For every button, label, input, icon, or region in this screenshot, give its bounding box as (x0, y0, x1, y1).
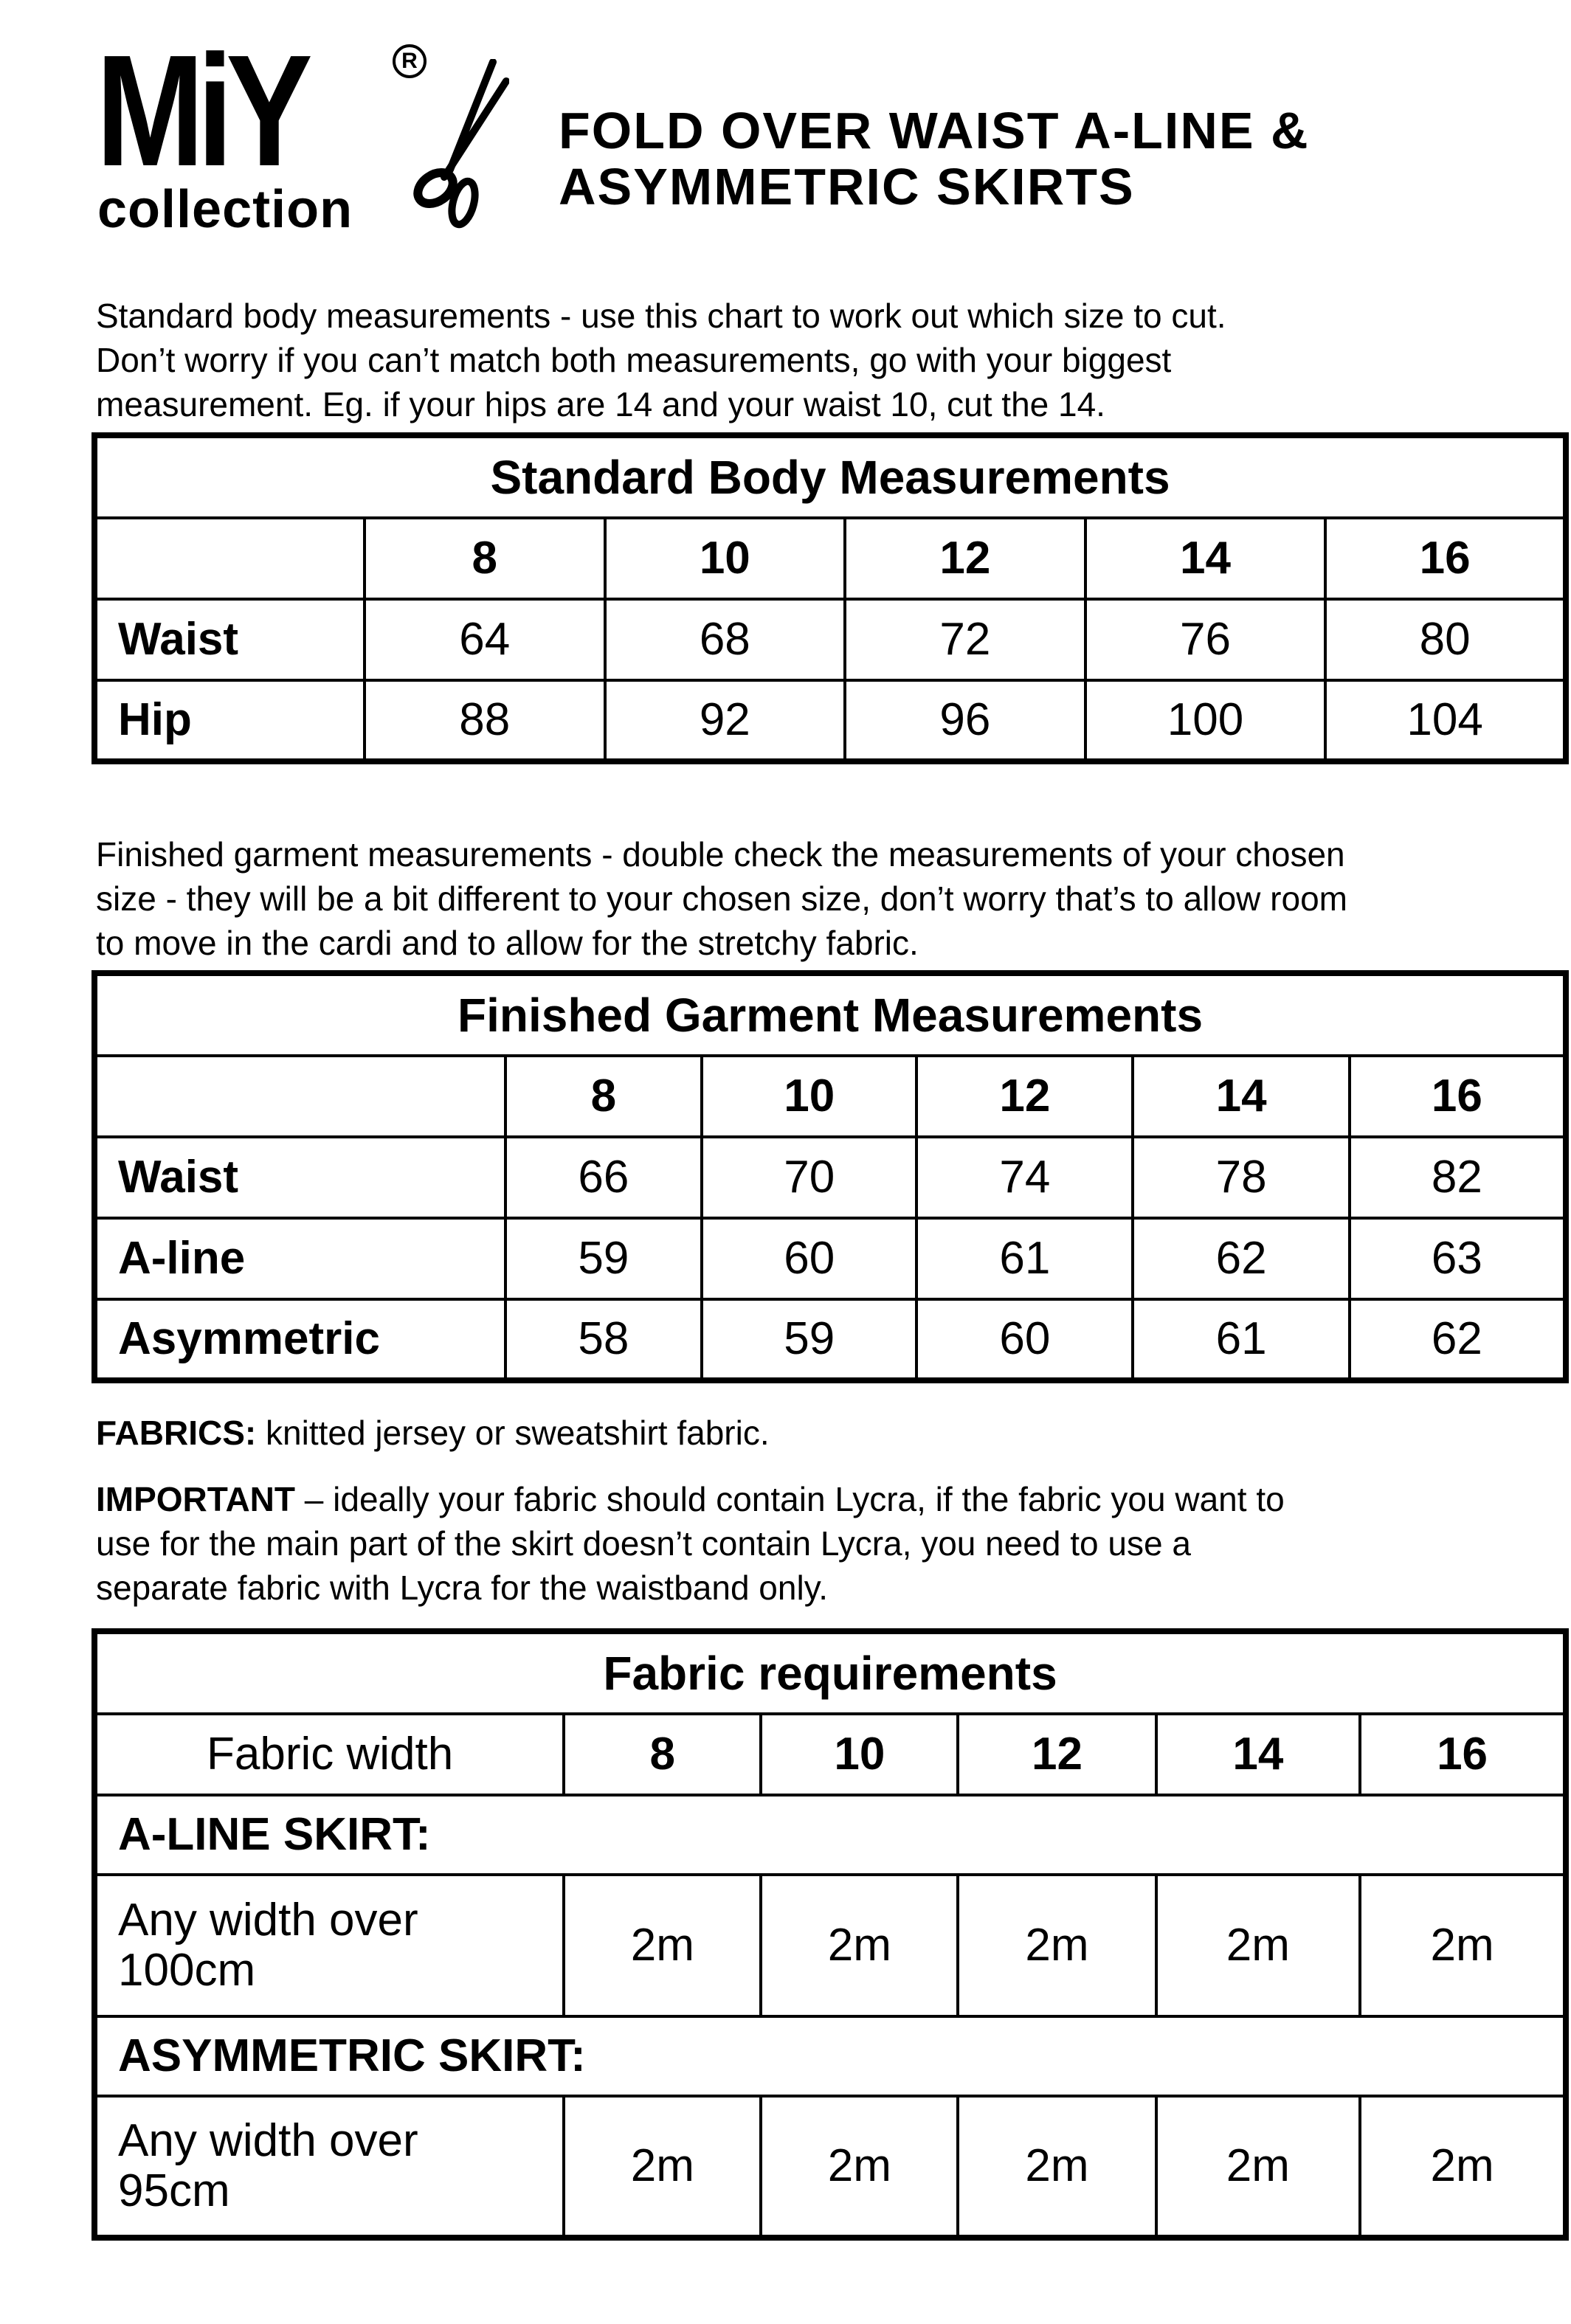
important-line: separate fabric with Lycra for the waistband only. (96, 1569, 829, 1607)
size-header: 10 (702, 1056, 916, 1137)
table-cell: 61 (916, 1218, 1133, 1299)
row-label-line: Any width over (118, 2114, 418, 2166)
size-header: 16 (1360, 1714, 1566, 1795)
row-label (94, 2096, 564, 2238)
section-title: A-LINE SKIRT: (94, 1795, 1566, 1875)
important-line: use for the main part of the skirt doesn’t contain Lycra, you need to use a (96, 1524, 1191, 1563)
section-row (94, 1795, 1566, 1875)
table-cell: 63 (1350, 1218, 1566, 1299)
intro-line: Standard body measurements - use this chart to work out which size to cut. (96, 297, 1226, 335)
table-cell: 100 (1085, 680, 1326, 761)
table-cell: 104 (1325, 680, 1566, 761)
table-caption: Standard Body Measurements (94, 435, 1566, 518)
fabric-width-header: Fabric width (94, 1714, 564, 1795)
finished-intro-paragraph (96, 832, 1498, 965)
table-cell: 2m (564, 1875, 761, 2016)
intro-line: Don’t worry if you can’t match both measurements, go with your biggest (96, 341, 1172, 379)
size-header: 16 (1350, 1056, 1566, 1137)
table-cell: 66 (505, 1137, 702, 1218)
important-text: – ideally your fabric should contain Lycra, if the fabric you want to (295, 1480, 1285, 1518)
logo-subtitle: collection (97, 180, 353, 239)
table-cell: 70 (702, 1137, 916, 1218)
table-caption: Fabric requirements (94, 1631, 1566, 1714)
empty-cell (94, 1056, 505, 1137)
intro-line: measurement. Eg. if your hips are 14 and your waist 10, cut the 14. (96, 385, 1105, 423)
table-cell: 2m (564, 2096, 761, 2238)
scissors-icon (406, 59, 509, 229)
table-row (94, 1875, 1566, 2016)
row-label-line: 100cm (118, 1945, 256, 1996)
size-header: 8 (564, 1714, 761, 1795)
important-label: IMPORTANT (96, 1480, 296, 1518)
table-row (94, 1218, 1566, 1299)
table-cell: 2m (761, 1875, 958, 2016)
size-header-row (94, 1714, 1566, 1795)
size-header: 12 (958, 1714, 1156, 1795)
brand-logo (96, 21, 494, 239)
table-row (94, 1299, 1566, 1380)
table-cell: 59 (505, 1218, 702, 1299)
size-header: 14 (1156, 1714, 1361, 1795)
size-header: 10 (605, 518, 846, 599)
intro-paragraph (96, 294, 1498, 426)
important-note (96, 1477, 1498, 1610)
section-title: ASYMMETRIC SKIRT: (94, 2016, 1566, 2096)
title-line-2: ASYMMETRIC SKIRTS (559, 157, 1135, 215)
row-label-line: Any width over (118, 1894, 418, 1946)
table-cell: 74 (916, 1137, 1133, 1218)
size-header: 16 (1325, 518, 1566, 599)
table-row (94, 2096, 1566, 2238)
table-cell: 68 (605, 599, 846, 680)
table-cell: 62 (1350, 1299, 1566, 1380)
table-cell: 2m (1360, 2096, 1566, 2238)
title-line-1: FOLD OVER WAIST A-LINE & (559, 102, 1310, 159)
table-cell: 72 (845, 599, 1085, 680)
standard-body-measurements-table (92, 432, 1569, 764)
table-cell: 2m (1156, 2096, 1361, 2238)
size-header: 8 (505, 1056, 702, 1137)
row-label: Waist (94, 1137, 505, 1218)
table-row (94, 680, 1566, 761)
table-row (94, 1137, 1566, 1218)
table-cell: 59 (702, 1299, 916, 1380)
fabrics-text: knitted jersey or sweatshirt fabric. (256, 1414, 770, 1452)
table-cell: 96 (845, 680, 1085, 761)
table-cell: 60 (702, 1218, 916, 1299)
table-cell: 61 (1133, 1299, 1349, 1380)
fabric-requirements-table (92, 1628, 1569, 2241)
table-cell: 64 (365, 599, 605, 680)
table-cell: 2m (761, 2096, 958, 2238)
table-cell: 2m (1360, 1875, 1566, 2016)
table-cell: 62 (1133, 1218, 1349, 1299)
empty-cell (94, 518, 365, 599)
document-title (559, 103, 1310, 215)
table-cell: 82 (1350, 1137, 1566, 1218)
size-header: 12 (916, 1056, 1133, 1137)
row-label: Waist (94, 599, 365, 680)
table-cell: 76 (1085, 599, 1326, 680)
table-cell: 58 (505, 1299, 702, 1380)
table-cell: 2m (958, 1875, 1156, 2016)
table-caption: Finished Garment Measurements (94, 973, 1566, 1056)
registered-mark: R (393, 44, 427, 78)
section-row (94, 2016, 1566, 2096)
finished-intro-line: size - they will be a bit different to your chosen size, don’t worry that’s to allow room (96, 879, 1347, 918)
size-header: 14 (1133, 1056, 1349, 1137)
row-label (94, 1875, 564, 2016)
row-label: A-line (94, 1218, 505, 1299)
fabrics-label: FABRICS: (96, 1414, 257, 1452)
size-header-row (94, 518, 1566, 599)
logo-wordmark: MiY (96, 21, 305, 199)
finished-intro-line: Finished garment measurements - double check the measurements of your chosen (96, 835, 1345, 874)
table-cell: 2m (958, 2096, 1156, 2238)
row-label-line: 95cm (118, 2165, 230, 2216)
size-header: 14 (1085, 518, 1326, 599)
table-cell: 60 (916, 1299, 1133, 1380)
size-header-row (94, 1056, 1566, 1137)
size-header: 8 (365, 518, 605, 599)
table-cell: 92 (605, 680, 846, 761)
size-header: 12 (845, 518, 1085, 599)
finished-intro-line: to move in the cardi and to allow for the stretchy fabric. (96, 924, 919, 962)
size-header: 10 (761, 1714, 958, 1795)
table-cell: 2m (1156, 1875, 1361, 2016)
table-cell: 78 (1133, 1137, 1349, 1218)
table-cell: 80 (1325, 599, 1566, 680)
fabrics-note (96, 1411, 1498, 1455)
row-label: Asymmetric (94, 1299, 505, 1380)
row-label: Hip (94, 680, 365, 761)
table-cell: 88 (365, 680, 605, 761)
table-row (94, 599, 1566, 680)
finished-garment-measurements-table (92, 970, 1569, 1383)
